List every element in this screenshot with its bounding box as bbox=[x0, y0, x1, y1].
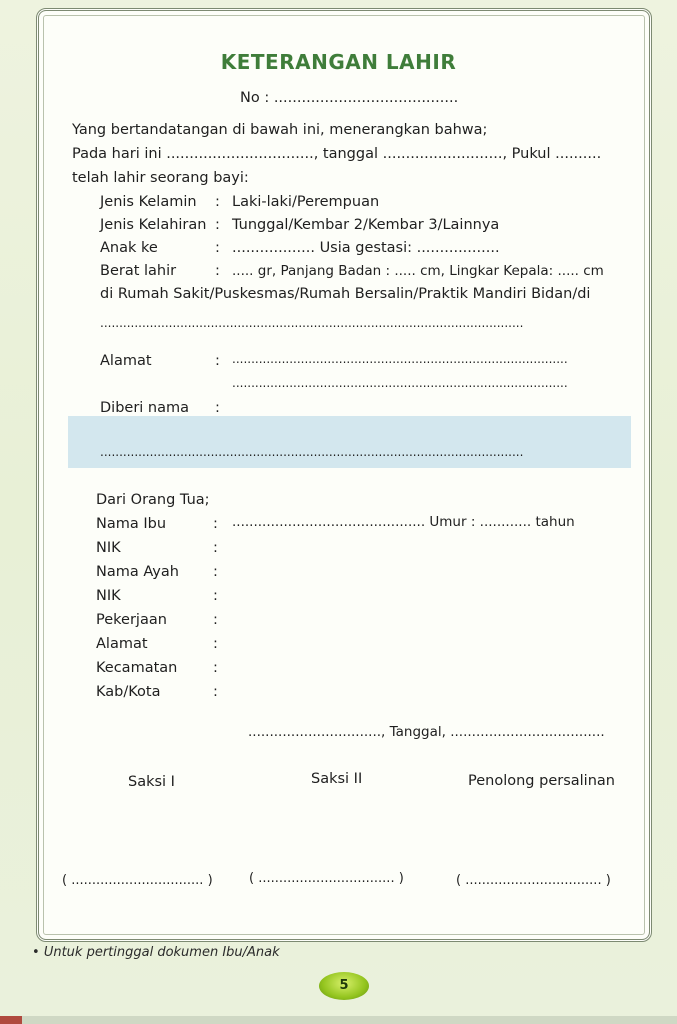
signature-line-2: ( ................................. ) bbox=[249, 871, 404, 886]
parents-intro: Dari Orang Tua; bbox=[96, 492, 210, 508]
field-value-jenis-kelamin: Laki-laki/Perempuan bbox=[232, 194, 380, 210]
intro-text: Yang bertandatangan di bawah ini, menerangkan bahwa; bbox=[72, 122, 488, 138]
field-colon: : bbox=[213, 564, 218, 580]
field-colon: : bbox=[213, 636, 218, 652]
field-label-kecamatan: Kecamatan bbox=[96, 660, 178, 676]
field-value-nama-ibu: ............................................. Umur : ............ tahun bbox=[232, 514, 575, 530]
signature-line-1: ( ................................ ) bbox=[62, 873, 213, 888]
field-colon: : bbox=[215, 240, 220, 256]
signer-saksi-2: Saksi II bbox=[311, 771, 363, 787]
field-colon: : bbox=[215, 217, 220, 233]
field-label-pekerjaan: Pekerjaan bbox=[96, 612, 167, 628]
field-label-nama-ayah: Nama Ayah bbox=[96, 564, 179, 580]
field-colon: : bbox=[213, 588, 218, 604]
field-colon: : bbox=[215, 353, 220, 369]
page-number-badge bbox=[319, 972, 369, 1000]
place-line: di Rumah Sakit/Puskesmas/Rumah Bersalin/Praktik Mandiri Bidan/di bbox=[100, 286, 591, 302]
field-label-diberi-nama: Diberi nama bbox=[100, 400, 190, 416]
field-colon: : bbox=[215, 400, 220, 416]
field-label-jenis-kelamin: Jenis Kelamin bbox=[100, 194, 197, 210]
signature-line-3: ( ................................. ) bbox=[456, 873, 611, 888]
field-value-berat-lahir: ..... gr, Panjang Badan : ..... cm, Lingkar Kepala: ..... cm bbox=[232, 263, 604, 279]
baby-intro: telah lahir seorang bayi: bbox=[72, 170, 249, 186]
bullet-icon: • bbox=[32, 945, 40, 960]
field-label-kab-kota: Kab/Kota bbox=[96, 684, 161, 700]
bottom-edge bbox=[0, 1016, 677, 1024]
place-dots: ............................................................................................................... bbox=[100, 316, 524, 330]
field-colon: : bbox=[213, 684, 218, 700]
field-colon: : bbox=[213, 540, 218, 556]
field-label-nik-ibu: NIK bbox=[96, 540, 121, 556]
alamat-dots-2: ........................................................................................ bbox=[232, 376, 568, 390]
field-colon: : bbox=[213, 612, 218, 628]
footnote-text: Untuk pertinggal dokumen Ibu/Anak bbox=[43, 945, 280, 960]
field-label-alamat: Alamat bbox=[100, 353, 152, 369]
signer-saksi-1: Saksi I bbox=[128, 774, 175, 790]
field-label-nik-ayah: NIK bbox=[96, 588, 121, 604]
field-colon: : bbox=[213, 516, 218, 532]
day-line: Pada hari ini ................................, tanggal .........................., Pukul .......... bbox=[72, 146, 602, 162]
diberi-nama-dots: ............................................................................................................... bbox=[100, 445, 524, 459]
field-label-alamat-ortu: Alamat bbox=[96, 636, 148, 652]
field-label-jenis-kelahiran: Jenis Kelahiran bbox=[100, 217, 207, 233]
signer-penolong: Penolong persalinan bbox=[468, 773, 615, 789]
field-label-nama-ibu: Nama Ibu bbox=[96, 516, 167, 532]
document-title: KETERANGAN LAHIR bbox=[220, 50, 457, 74]
field-value-anak-ke: .................. Usia gestasi: .................. bbox=[232, 240, 500, 256]
field-colon: : bbox=[215, 194, 220, 210]
document-number-line: No : ........................................ bbox=[240, 90, 459, 106]
bottom-edge-accent bbox=[0, 1016, 22, 1024]
alamat-dots-1: ........................................................................................ bbox=[232, 352, 568, 366]
field-colon: : bbox=[215, 263, 220, 279]
name-highlight-box bbox=[68, 416, 631, 468]
field-colon: : bbox=[213, 660, 218, 676]
field-value-jenis-kelahiran: Tunggal/Kembar 2/Kembar 3/Lainnya bbox=[232, 217, 500, 233]
page-number: 5 bbox=[339, 978, 349, 993]
field-label-berat-lahir: Berat lahir bbox=[100, 263, 177, 279]
footnote bbox=[32, 945, 280, 960]
field-label-anak-ke: Anak ke bbox=[100, 240, 158, 256]
date-line: ..............................., Tanggal, .................................... bbox=[248, 724, 605, 740]
